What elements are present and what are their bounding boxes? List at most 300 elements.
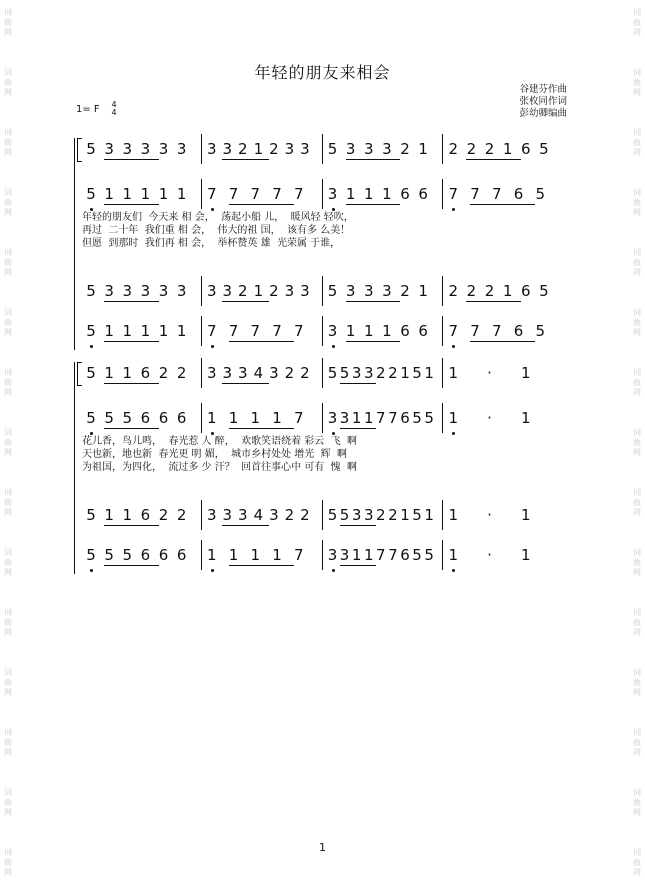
note: 2 xyxy=(284,506,295,524)
time-signature xyxy=(110,101,118,117)
beam xyxy=(346,204,400,205)
note: 7 xyxy=(228,185,239,203)
note: 3 xyxy=(382,140,392,158)
note: 6 xyxy=(400,322,410,340)
note: 2 xyxy=(400,282,410,300)
lyric-line: 为祖国，为四化， 流过多 少 汗？ 回首往事心中 可有 愧 啊 xyxy=(82,462,357,473)
note: 7 xyxy=(491,322,502,340)
barline xyxy=(322,316,323,346)
watermark-mark: 词 曲 网 xyxy=(4,728,12,757)
note: 7 xyxy=(293,185,304,203)
note: 5 xyxy=(86,506,96,524)
note: 7 xyxy=(376,546,386,564)
watermark-mark: 词 曲 网 xyxy=(4,8,12,37)
note: · xyxy=(487,409,492,427)
note: 6 xyxy=(400,185,410,203)
note: 2 xyxy=(484,282,495,300)
note: 5 xyxy=(412,409,422,427)
time-signature-bottom: 4 xyxy=(111,108,117,117)
beam xyxy=(222,383,269,384)
beam xyxy=(104,159,158,160)
note: 5 xyxy=(86,546,96,564)
low-octave-dot xyxy=(90,345,93,348)
note: 1 xyxy=(104,322,114,340)
barline xyxy=(201,179,202,209)
beam xyxy=(104,341,158,342)
note: 1 xyxy=(418,282,428,300)
note: 5 xyxy=(424,546,434,564)
note: 1 xyxy=(424,364,434,382)
notation-row xyxy=(82,183,565,205)
note: 1 xyxy=(176,185,187,203)
note: 2 xyxy=(238,140,248,158)
note: 2 xyxy=(388,364,398,382)
note: 1 xyxy=(363,546,374,564)
lyric-line: 花儿香，鸟儿鸣， 春光惹 人 醉， 欢歌笑语绕着 彩云 飞 啊 xyxy=(82,436,357,447)
beam xyxy=(229,428,294,429)
note: 1 xyxy=(250,409,261,427)
beam xyxy=(222,525,269,526)
note: 3 xyxy=(158,282,169,300)
beam xyxy=(104,301,158,302)
note: 4 xyxy=(253,506,264,524)
watermark-mark: 词 曲 网 xyxy=(633,8,641,37)
watermark-mark: 词 曲 网 xyxy=(4,128,12,157)
note: 6 xyxy=(140,364,151,382)
watermark-mark: 词 曲 网 xyxy=(4,788,12,817)
notation-row xyxy=(82,504,565,526)
beam xyxy=(340,428,376,429)
beam xyxy=(346,341,400,342)
note: 3 xyxy=(345,282,356,300)
beam xyxy=(104,525,158,526)
low-octave-dot xyxy=(211,345,214,348)
note: 1 xyxy=(253,282,264,300)
watermark-mark: 词 曲 网 xyxy=(4,848,12,877)
beam xyxy=(470,341,535,342)
note: 3 xyxy=(345,140,356,158)
barline xyxy=(201,358,202,388)
barline xyxy=(201,316,202,346)
note: 1 xyxy=(345,322,356,340)
note: 6 xyxy=(400,409,410,427)
beam xyxy=(222,301,269,302)
note: 3 xyxy=(327,409,338,427)
note: 3 xyxy=(206,140,217,158)
note: 2 xyxy=(238,282,248,300)
note: 6 xyxy=(158,409,169,427)
note: 1 xyxy=(158,185,169,203)
note: 5 xyxy=(424,409,434,427)
note: 5 xyxy=(86,409,96,427)
beam xyxy=(104,383,158,384)
beam xyxy=(470,204,535,205)
note: 3 xyxy=(339,546,350,564)
barline xyxy=(442,403,443,433)
note: 5 xyxy=(539,140,549,158)
note: 2 xyxy=(158,506,169,524)
note: 5 xyxy=(86,140,96,158)
note: 7 xyxy=(293,546,304,564)
page-number: 1 xyxy=(319,841,326,854)
low-octave-dot xyxy=(452,432,455,435)
beam xyxy=(104,204,158,205)
watermark-mark: 词 曲 网 xyxy=(4,248,12,277)
note: 1 xyxy=(502,140,513,158)
note: 3 xyxy=(351,364,362,382)
barline xyxy=(442,134,443,164)
note: 7 xyxy=(206,185,217,203)
system-line xyxy=(74,362,75,574)
note: 3 xyxy=(158,140,169,158)
beam xyxy=(346,159,400,160)
note: 3 xyxy=(382,282,392,300)
barline xyxy=(322,134,323,164)
note: 1 xyxy=(424,506,434,524)
watermark-mark: 词 曲 网 xyxy=(633,368,641,397)
watermark-mark: 词 曲 网 xyxy=(4,68,12,97)
note: 2 xyxy=(176,364,187,382)
watermark-mark: 词 曲 网 xyxy=(4,188,12,217)
note: 2 xyxy=(300,506,310,524)
note: 6 xyxy=(140,409,151,427)
notation-row xyxy=(82,320,565,342)
note: 3 xyxy=(300,140,310,158)
note: 2 xyxy=(376,364,386,382)
beam xyxy=(104,428,158,429)
note: 2 xyxy=(448,282,459,300)
note: 3 xyxy=(269,506,279,524)
note: 5 xyxy=(412,546,422,564)
note: 1 xyxy=(400,364,410,382)
note: 3 xyxy=(363,282,374,300)
note: 6 xyxy=(418,185,428,203)
note: 1 xyxy=(382,322,392,340)
note: 3 xyxy=(327,546,338,564)
note: 3 xyxy=(122,282,133,300)
note: 2 xyxy=(484,140,495,158)
note: 1 xyxy=(351,546,362,564)
note: 7 xyxy=(448,185,459,203)
note: 6 xyxy=(520,282,531,300)
note: 1 xyxy=(363,322,374,340)
note: 1 xyxy=(520,409,531,427)
note: 5 xyxy=(86,364,96,382)
watermark-mark: 词 曲 网 xyxy=(4,368,12,397)
watermark-mark: 词 曲 网 xyxy=(633,668,641,697)
note: 1 xyxy=(104,364,114,382)
notation-row xyxy=(82,280,565,302)
beam xyxy=(340,525,376,526)
note: 1 xyxy=(104,185,114,203)
note: 7 xyxy=(470,185,480,203)
watermark-mark: 词 曲 网 xyxy=(4,488,12,517)
note: 6 xyxy=(158,546,169,564)
note: 1 xyxy=(502,282,513,300)
note: 5 xyxy=(86,185,96,203)
note: 1 xyxy=(158,322,169,340)
note: 1 xyxy=(520,546,531,564)
barline xyxy=(442,179,443,209)
barline xyxy=(442,276,443,306)
note: 1 xyxy=(122,185,133,203)
note: 7 xyxy=(206,322,217,340)
note: 1 xyxy=(418,140,428,158)
note: 6 xyxy=(520,140,531,158)
note: 6 xyxy=(176,409,187,427)
watermark-mark: 词 曲 网 xyxy=(633,728,641,757)
barline xyxy=(442,358,443,388)
note: 2 xyxy=(400,140,410,158)
note: 7 xyxy=(376,409,386,427)
note: 3 xyxy=(238,364,248,382)
note: 2 xyxy=(284,364,295,382)
note: 5 xyxy=(339,506,350,524)
note: 3 xyxy=(206,364,217,382)
note: 6 xyxy=(140,506,151,524)
barline xyxy=(322,500,323,530)
note: 2 xyxy=(300,364,310,382)
notation-row xyxy=(82,407,565,429)
note: 1 xyxy=(140,322,151,340)
note: 3 xyxy=(327,185,338,203)
low-octave-dot xyxy=(332,345,335,348)
system-line xyxy=(74,138,75,350)
watermark-right xyxy=(629,0,645,891)
note: 1 xyxy=(253,140,264,158)
note: 5 xyxy=(122,546,133,564)
note: 3 xyxy=(222,140,233,158)
note: 5 xyxy=(86,322,96,340)
notation-row xyxy=(82,544,565,566)
note: · xyxy=(487,506,492,524)
note: 1 xyxy=(351,409,362,427)
note: 1 xyxy=(448,409,459,427)
note: 6 xyxy=(513,185,524,203)
barline xyxy=(322,276,323,306)
note: 6 xyxy=(400,546,410,564)
note: 5 xyxy=(535,322,546,340)
note: 1 xyxy=(250,546,261,564)
lyric-line: 天也新，地也新 春光更 明 媚， 城市乡村处处 增光 辉 啊 xyxy=(82,449,347,460)
barline xyxy=(322,540,323,570)
note: 1 xyxy=(206,546,217,564)
note: 7 xyxy=(293,322,304,340)
barline xyxy=(442,500,443,530)
beam xyxy=(222,159,269,160)
note: 6 xyxy=(140,546,151,564)
lyricist-credit: 张枚同作词 xyxy=(519,96,567,107)
note: 3 xyxy=(222,282,233,300)
note: 1 xyxy=(520,364,531,382)
barline xyxy=(442,540,443,570)
watermark-mark: 词 曲 网 xyxy=(633,788,641,817)
watermark-mark: 词 曲 网 xyxy=(633,308,641,337)
note: 2 xyxy=(176,506,187,524)
note: 1 xyxy=(104,506,114,524)
barline xyxy=(201,540,202,570)
barline xyxy=(322,358,323,388)
note: 5 xyxy=(412,506,422,524)
note: 6 xyxy=(176,546,187,564)
watermark-left xyxy=(0,0,16,891)
low-octave-dot xyxy=(332,569,335,572)
note: 3 xyxy=(206,506,217,524)
note: 3 xyxy=(284,282,295,300)
note: 2 xyxy=(269,282,279,300)
note: 3 xyxy=(206,282,217,300)
notation-row xyxy=(82,138,565,160)
note: 1 xyxy=(140,185,151,203)
note: 1 xyxy=(363,185,374,203)
note: 3 xyxy=(122,140,133,158)
note: 2 xyxy=(376,506,386,524)
note: 3 xyxy=(176,140,187,158)
watermark-mark: 词 曲 网 xyxy=(633,608,641,637)
note: 7 xyxy=(448,322,459,340)
low-octave-dot xyxy=(452,208,455,211)
credits xyxy=(519,84,567,120)
notation-row xyxy=(82,362,565,384)
note: 3 xyxy=(284,140,295,158)
note: 5 xyxy=(327,364,338,382)
note: 2 xyxy=(269,140,279,158)
watermark-mark: 词 曲 网 xyxy=(4,668,12,697)
note: 1 xyxy=(382,185,392,203)
note: 7 xyxy=(388,409,398,427)
beam xyxy=(229,204,294,205)
beam xyxy=(229,341,294,342)
note: 2 xyxy=(466,282,477,300)
note: 1 xyxy=(272,409,282,427)
note: 7 xyxy=(388,546,398,564)
watermark-mark: 词 曲 网 xyxy=(4,428,12,457)
note: 7 xyxy=(491,185,502,203)
note: 3 xyxy=(104,282,114,300)
note: 3 xyxy=(269,364,279,382)
note: 1 xyxy=(345,185,356,203)
lyric-line: 年轻的朋友们 今天来 相 会， 荡起小船 儿， 暖风轻 轻吹， xyxy=(82,212,354,223)
note: 7 xyxy=(293,409,304,427)
watermark-mark: 词 曲 网 xyxy=(633,248,641,277)
note: 5 xyxy=(339,364,350,382)
note: 3 xyxy=(351,506,362,524)
note: 6 xyxy=(513,322,524,340)
note: 1 xyxy=(122,364,133,382)
note: 1 xyxy=(228,546,239,564)
watermark-mark: 词 曲 网 xyxy=(633,128,641,157)
low-octave-dot xyxy=(452,569,455,572)
note: 5 xyxy=(412,364,422,382)
note: 5 xyxy=(327,282,338,300)
note: 3 xyxy=(238,506,248,524)
note: 5 xyxy=(327,140,338,158)
note: 7 xyxy=(470,322,480,340)
watermark-mark: 词 曲 网 xyxy=(633,488,641,517)
watermark-mark: 词 曲 网 xyxy=(633,188,641,217)
note: 1 xyxy=(448,506,459,524)
note: 2 xyxy=(448,140,459,158)
note: · xyxy=(487,546,492,564)
note: 5 xyxy=(122,409,133,427)
note: 1 xyxy=(400,506,410,524)
note: 5 xyxy=(104,409,114,427)
note: 5 xyxy=(104,546,114,564)
note: 3 xyxy=(339,409,350,427)
watermark-mark: 词 曲 网 xyxy=(4,548,12,577)
note: 2 xyxy=(466,140,477,158)
watermark-mark: 词 曲 网 xyxy=(633,68,641,97)
note: 3 xyxy=(140,140,151,158)
low-octave-dot xyxy=(211,569,214,572)
note: 5 xyxy=(327,506,338,524)
note: 3 xyxy=(222,364,233,382)
barline xyxy=(201,276,202,306)
note: 5 xyxy=(535,185,546,203)
low-octave-dot xyxy=(452,345,455,348)
key-signature: 1= F xyxy=(76,104,100,115)
barline xyxy=(442,316,443,346)
watermark-mark: 词 曲 网 xyxy=(4,608,12,637)
beam xyxy=(340,383,376,384)
note: 1 xyxy=(228,409,239,427)
watermark-mark: 词 曲 网 xyxy=(4,308,12,337)
note: 2 xyxy=(158,364,169,382)
beam xyxy=(104,565,158,566)
note: 7 xyxy=(272,185,282,203)
note: 7 xyxy=(250,322,261,340)
lyric-line: 但愿 到那时 我们再 相 会， 举杯赞英 雄 光荣属 于谁， xyxy=(82,238,341,249)
note: 1 xyxy=(448,364,459,382)
note: · xyxy=(487,364,492,382)
note: 1 xyxy=(448,546,459,564)
watermark-mark: 词 曲 网 xyxy=(633,428,641,457)
note: 1 xyxy=(122,322,133,340)
beam xyxy=(340,565,376,566)
note: 3 xyxy=(363,364,374,382)
note: 2 xyxy=(388,506,398,524)
watermark-mark: 词 曲 网 xyxy=(633,848,641,877)
note: 1 xyxy=(176,322,187,340)
barline xyxy=(201,403,202,433)
note: 7 xyxy=(272,322,282,340)
low-octave-dot xyxy=(90,569,93,572)
note: 7 xyxy=(250,185,261,203)
beam xyxy=(346,301,400,302)
note: 5 xyxy=(539,282,549,300)
note: 1 xyxy=(122,506,133,524)
note: 7 xyxy=(228,322,239,340)
barline xyxy=(201,134,202,164)
composer-credit: 谷建芬作曲 xyxy=(519,84,567,95)
note: 6 xyxy=(418,322,428,340)
note: 5 xyxy=(86,282,96,300)
note: 3 xyxy=(104,140,114,158)
song-title: 年轻的朋友来相会 xyxy=(254,63,391,82)
beam xyxy=(229,565,294,566)
note: 1 xyxy=(206,409,217,427)
barline xyxy=(322,179,323,209)
note: 3 xyxy=(176,282,187,300)
beam xyxy=(466,159,520,160)
lyric-line: 再过 二十年 我们重 相 会， 伟大的祖 国， 该有多 么美！ xyxy=(82,225,351,236)
note: 3 xyxy=(327,322,338,340)
arranger-credit: 彭幼卿编曲 xyxy=(519,108,567,119)
note: 3 xyxy=(140,282,151,300)
note: 3 xyxy=(363,140,374,158)
note: 4 xyxy=(253,364,264,382)
note: 1 xyxy=(272,546,282,564)
